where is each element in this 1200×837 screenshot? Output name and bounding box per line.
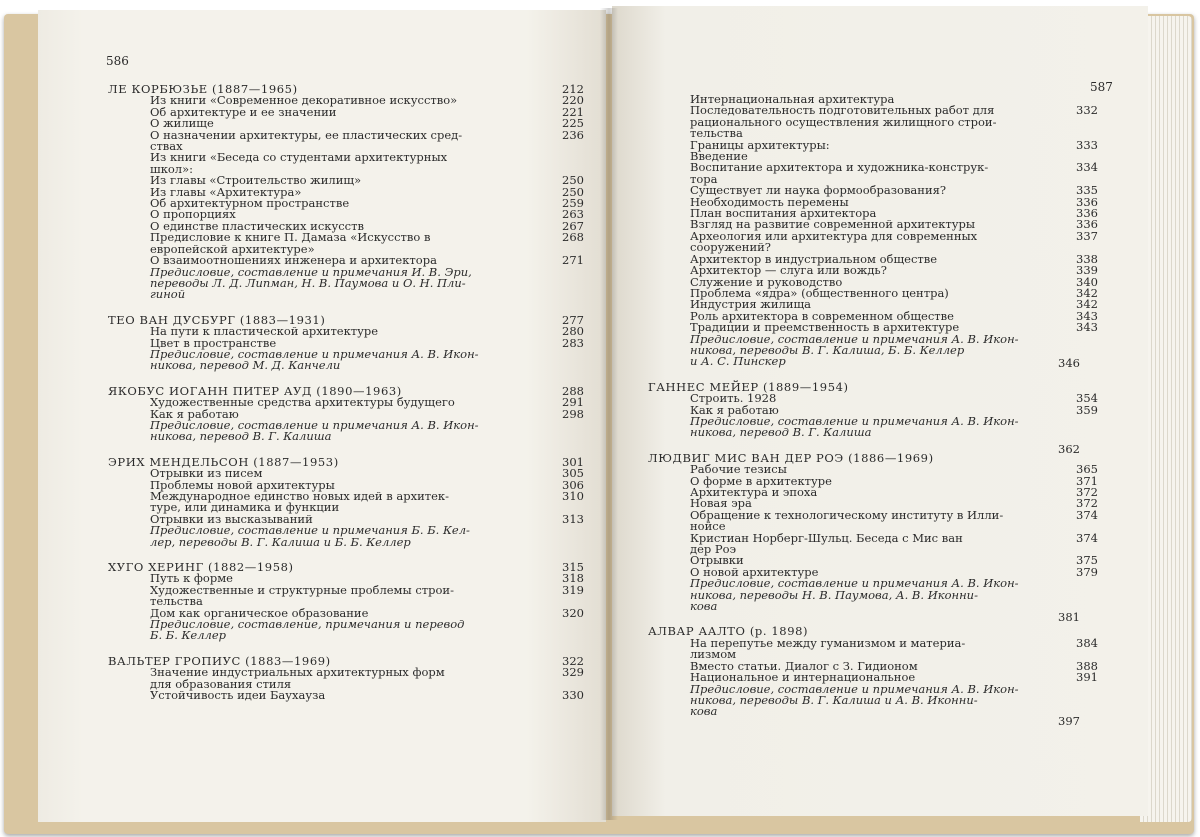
page-ref: 343 bbox=[1076, 320, 1098, 335]
toc-entry bbox=[108, 84, 584, 301]
page-ref: 334 bbox=[1076, 160, 1098, 175]
toc-item-title: Служение и руководство bbox=[690, 274, 843, 289]
toc-item-title: Кристиан Норберг-Шульц. Беседа с Мис ван дер Роэ bbox=[690, 530, 963, 557]
toc-item bbox=[108, 667, 584, 690]
page-ref: 318 bbox=[562, 571, 584, 586]
page-ref: 250 bbox=[562, 184, 584, 199]
page-ref: 322 bbox=[562, 653, 584, 668]
page-ref: 379 bbox=[1076, 564, 1098, 579]
page-ref: 381 bbox=[1058, 610, 1080, 624]
toc-entry bbox=[648, 626, 1098, 717]
page-ref: 338 bbox=[1076, 251, 1098, 266]
page-ref: 306 bbox=[562, 477, 584, 492]
toc-item-title: Из книги «Современное декоративное искусство» bbox=[150, 93, 458, 108]
credits-note: Предисловие, составление и примечания А. В. Икон- никова, переводы В. Г. Калиша и А. В. Иконни- кова bbox=[690, 681, 1019, 719]
toc-item-title: Предисловие к книге П. Дамаза «Искусство в европейской архитектуре» bbox=[150, 230, 431, 256]
toc-item-title: Художественные и структурные проблемы строи- тельства bbox=[150, 582, 454, 609]
toc-item bbox=[648, 507, 1098, 534]
credits-note: Предисловие, составление и примечания И. В. Эри, переводы Л. Д. Липман, Н. В. Паумова и О. Н. Пли- гиной bbox=[150, 264, 472, 302]
toc-item-title: Обращение к технологическому институту в Илли- нойсе bbox=[690, 507, 1004, 534]
toc-item-title: Из главы «Строительство жилищ» bbox=[150, 173, 362, 188]
toc-column-right bbox=[648, 94, 1098, 732]
page-ref: 220 bbox=[562, 93, 584, 108]
page-ref: 263 bbox=[562, 207, 584, 222]
toc-item-title: Проблемы новой архитектуры bbox=[150, 477, 335, 492]
page-ref: 267 bbox=[562, 218, 584, 233]
toc-item bbox=[108, 582, 584, 609]
toc-item-title: Воспитание архитектора и художника-конструк- тора bbox=[690, 160, 989, 186]
page-ref: 339 bbox=[1076, 263, 1098, 278]
toc-entry bbox=[108, 312, 584, 373]
toc-item-title: Последовательность подготовительных работ для рационального осуществления жилищного строи- тельства bbox=[690, 103, 997, 141]
toc-item bbox=[648, 635, 1098, 662]
page-ref: 397 bbox=[1058, 714, 1080, 728]
page-ref: 305 bbox=[562, 466, 584, 481]
author-name: ТЕО ВАН ДУСБУРГ (1883—1931) bbox=[108, 312, 326, 327]
page-ref: 337 bbox=[1076, 228, 1098, 243]
page-ref: 342 bbox=[1076, 285, 1098, 300]
page-ref: 268 bbox=[562, 230, 584, 245]
page-ref: 375 bbox=[1076, 553, 1098, 568]
toc-item-title: Как я работаю bbox=[150, 406, 239, 421]
page-ref: 362 bbox=[1058, 442, 1080, 456]
toc-item-title: Проблема «ядра» (общественного центра) bbox=[690, 285, 949, 300]
page-ref: 212 bbox=[562, 82, 584, 96]
page-ref: 372 bbox=[1076, 485, 1098, 499]
toc-item-title: Архитектор в индустриальном обществе bbox=[690, 251, 938, 266]
toc-entry bbox=[108, 562, 584, 642]
toc-item-title: Как я работаю bbox=[690, 402, 779, 417]
toc-item-title: На перепутье между гуманизмом и материа- лизмом bbox=[690, 635, 966, 662]
page-ref: 371 bbox=[1076, 473, 1098, 488]
toc-item-title: Вместо статьи. Диалог с З. Гидионом bbox=[690, 658, 918, 673]
credits-note: Предисловие, составление и примечания А. В. Икон- никова, перевод М. Д. Канчели bbox=[150, 346, 479, 373]
page-ref: 315 bbox=[562, 560, 584, 575]
toc-item-title: Об архитектуре и ее значении bbox=[150, 104, 337, 119]
toc-item bbox=[648, 530, 1098, 557]
toc-item-title: Художественные средства архитектуры будущего bbox=[150, 395, 455, 410]
author-name: ЛЕ КОРБЮЗЬЕ (1887—1965) bbox=[108, 82, 298, 96]
author-name: ЯКОБУС ИОГАНН ПИТЕР АУД (1890—1963) bbox=[108, 383, 402, 398]
toc-item-title: О форме в архитектуре bbox=[690, 473, 832, 488]
toc-item-title: Существует ли наука формообразования? bbox=[690, 183, 947, 198]
page-ref: 388 bbox=[1076, 658, 1098, 673]
page-ref: 343 bbox=[1076, 308, 1098, 323]
page-ref: 340 bbox=[1076, 274, 1098, 289]
toc-item-title: Международное единство новых идей в архитек- туре, или динамика и функции bbox=[150, 489, 449, 515]
toc-item-title: Отрывки из высказываний bbox=[150, 511, 313, 526]
page-ref: 342 bbox=[1076, 297, 1098, 312]
toc-item-title: Устойчивость идеи Баухауза bbox=[150, 688, 326, 703]
toc-item-title: О новой архитектуре bbox=[690, 564, 819, 579]
page-ref: 283 bbox=[562, 335, 584, 350]
toc-item-title: Археология или архитектура для современных сооружений? bbox=[690, 228, 978, 255]
toc-item-title: Необходимость перемены bbox=[690, 194, 849, 209]
toc-item-title: Национальное и интернациональное bbox=[690, 670, 916, 685]
toc-item-title: Введение bbox=[690, 149, 748, 164]
page-ref: 354 bbox=[1076, 391, 1098, 406]
page-ref: 336 bbox=[1076, 217, 1098, 232]
toc-item bbox=[648, 162, 1098, 185]
toc-item-title: Из книги «Беседа со студентами архитектурных школ»: bbox=[150, 150, 448, 176]
page-ref: 336 bbox=[1076, 206, 1098, 221]
toc-item bbox=[108, 232, 584, 255]
toc-item bbox=[108, 152, 584, 175]
page-ref: 271 bbox=[562, 253, 584, 268]
credits-note: Предисловие, составление и примечания Б. Б. Кел- лер, переводы В. Г. Калиша и Б. Б. Келлер bbox=[150, 523, 470, 549]
page-ref: 319 bbox=[562, 582, 584, 597]
toc-item-title: На пути к пластической архитектуре bbox=[150, 324, 379, 339]
author-name: АЛВАР ААЛТО (р. 1898) bbox=[648, 624, 809, 639]
page-ref: 329 bbox=[562, 665, 584, 680]
credits-note: Предисловие, составление и примечания А. В. Икон- никова, переводы Н. В. Паумова, А. В. Иконни- кова bbox=[690, 576, 1019, 614]
page-ref: 277 bbox=[562, 312, 584, 327]
page-ref: 346 bbox=[1058, 356, 1080, 370]
toc-item-title: Архитектура и эпоха bbox=[690, 485, 818, 499]
toc-item-title: О назначении архитектуры, ее пластических сред- ствах bbox=[150, 127, 463, 154]
toc-item-title: Индустрия жилища bbox=[690, 297, 812, 312]
toc-item-title: О взаимоотношениях инженера и архитектора bbox=[150, 253, 437, 268]
toc-item-title: Путь к форме bbox=[150, 571, 233, 586]
toc-item bbox=[648, 228, 1098, 255]
credits-note: Предисловие, составление и примечания А. В. Икон- никова, переводы В. Г. Калиша, Б. Б. Келлер и А. С. Пинскер bbox=[690, 331, 1019, 369]
toc-item-title: Значение индустриальных архитектурных форм для образования стиля bbox=[150, 665, 445, 691]
toc-item-title: Архитектор — слуга или вождь? bbox=[690, 263, 887, 278]
author-name: ХУГО ХЕРИНГ (1882—1958) bbox=[108, 560, 294, 575]
page-ref: 250 bbox=[562, 173, 584, 188]
toc-item bbox=[648, 105, 1098, 139]
page-ref: 221 bbox=[562, 104, 584, 119]
toc-item-title: Отрывки из писем bbox=[150, 466, 263, 481]
credits-note: Предисловие, составление, примечания и перевод Б. Б. Келлер bbox=[150, 617, 465, 643]
toc-item-title: О жилище bbox=[150, 116, 214, 131]
page-ref: 259 bbox=[562, 196, 584, 211]
toc-item bbox=[108, 127, 584, 154]
credits-note: Предисловие, составление и примечания А. В. Икон- никова, перевод В. Г. Калиша bbox=[690, 413, 1019, 440]
book-gutter bbox=[600, 8, 618, 820]
page-number: 586 bbox=[106, 54, 129, 68]
toc-item-title: Взгляд на развитие современной архитектуры bbox=[690, 217, 976, 232]
author-name: ЭРИХ МЕНДЕЛЬСОН (1887—1953) bbox=[108, 454, 339, 469]
page-ref: 391 bbox=[1076, 670, 1098, 685]
toc-item-title: План воспитания архитектора bbox=[690, 206, 877, 221]
toc-item bbox=[108, 690, 584, 701]
page-ref: 372 bbox=[1076, 496, 1098, 511]
page-ref: 359 bbox=[1076, 402, 1098, 417]
toc-item bbox=[108, 491, 584, 514]
toc-item-title: Дом как органическое образование bbox=[150, 605, 369, 620]
toc-item-title: Новая эра bbox=[690, 496, 752, 511]
page-number: 587 bbox=[1090, 80, 1113, 94]
toc-item-title: О единстве пластических искусств bbox=[150, 218, 364, 233]
toc-item-title: О пропорциях bbox=[150, 207, 236, 222]
toc-item-title: Строить. 1928 bbox=[690, 391, 777, 406]
page-ref: 301 bbox=[562, 454, 584, 469]
author-name: ЛЮДВИГ МИС ВАН ДЕР РОЭ (1886—1969) bbox=[648, 450, 934, 465]
page-ref: 298 bbox=[562, 406, 584, 421]
page-ref: 335 bbox=[1076, 183, 1098, 198]
page-ref: 384 bbox=[1076, 635, 1098, 650]
page-ref: 291 bbox=[562, 395, 584, 410]
page-ref: 288 bbox=[562, 383, 584, 398]
toc-item-title: Роль архитектора в современном обществе bbox=[690, 308, 954, 323]
toc-item-title: Рабочие тезисы bbox=[690, 462, 787, 477]
page-ref: 310 bbox=[562, 489, 584, 503]
page-ref: 336 bbox=[1076, 194, 1098, 209]
toc-column-left bbox=[108, 84, 584, 716]
toc-item-title: Интернациональная архитектура bbox=[690, 92, 895, 106]
toc-item-title: Из главы «Архитектура» bbox=[150, 184, 302, 199]
right-page bbox=[612, 6, 1148, 816]
author-name: ГАННЕС МЕЙЕР (1889—1954) bbox=[648, 379, 849, 394]
toc-item-title: Традиции и преемственность в архитектуре bbox=[690, 320, 960, 335]
page-ref: 374 bbox=[1076, 507, 1098, 522]
toc-entry bbox=[108, 653, 584, 703]
toc-item-title: Об архитектурном пространстве bbox=[150, 196, 350, 211]
toc-entry bbox=[108, 383, 584, 444]
page-ref: 332 bbox=[1076, 103, 1098, 118]
toc-item-title: Границы архитектуры: bbox=[690, 137, 830, 152]
page-ref: 225 bbox=[562, 116, 584, 131]
author-name: ВАЛЬТЕР ГРОПИУС (1883—1969) bbox=[108, 653, 331, 668]
page-ref: 365 bbox=[1076, 462, 1098, 477]
left-page bbox=[38, 10, 606, 822]
toc-entry bbox=[648, 379, 1098, 440]
credits-note: Предисловие, составление и примечания А. В. Икон- никова, перевод В. Г. Калиша bbox=[150, 417, 479, 444]
page-ref: 236 bbox=[562, 127, 584, 142]
toc-item-title: Отрывки bbox=[690, 553, 744, 568]
page-ref: 333 bbox=[1076, 137, 1098, 152]
toc-entry bbox=[108, 454, 584, 549]
page-ref: 313 bbox=[562, 511, 584, 526]
page-ref: 320 bbox=[562, 605, 584, 620]
toc-entry bbox=[648, 450, 1098, 614]
toc-item-title: Цвет в пространстве bbox=[150, 335, 277, 350]
page-ref: 374 bbox=[1076, 530, 1098, 545]
page-ref: 330 bbox=[562, 688, 584, 703]
page-ref: 280 bbox=[562, 324, 584, 339]
toc-entry bbox=[648, 94, 1098, 368]
